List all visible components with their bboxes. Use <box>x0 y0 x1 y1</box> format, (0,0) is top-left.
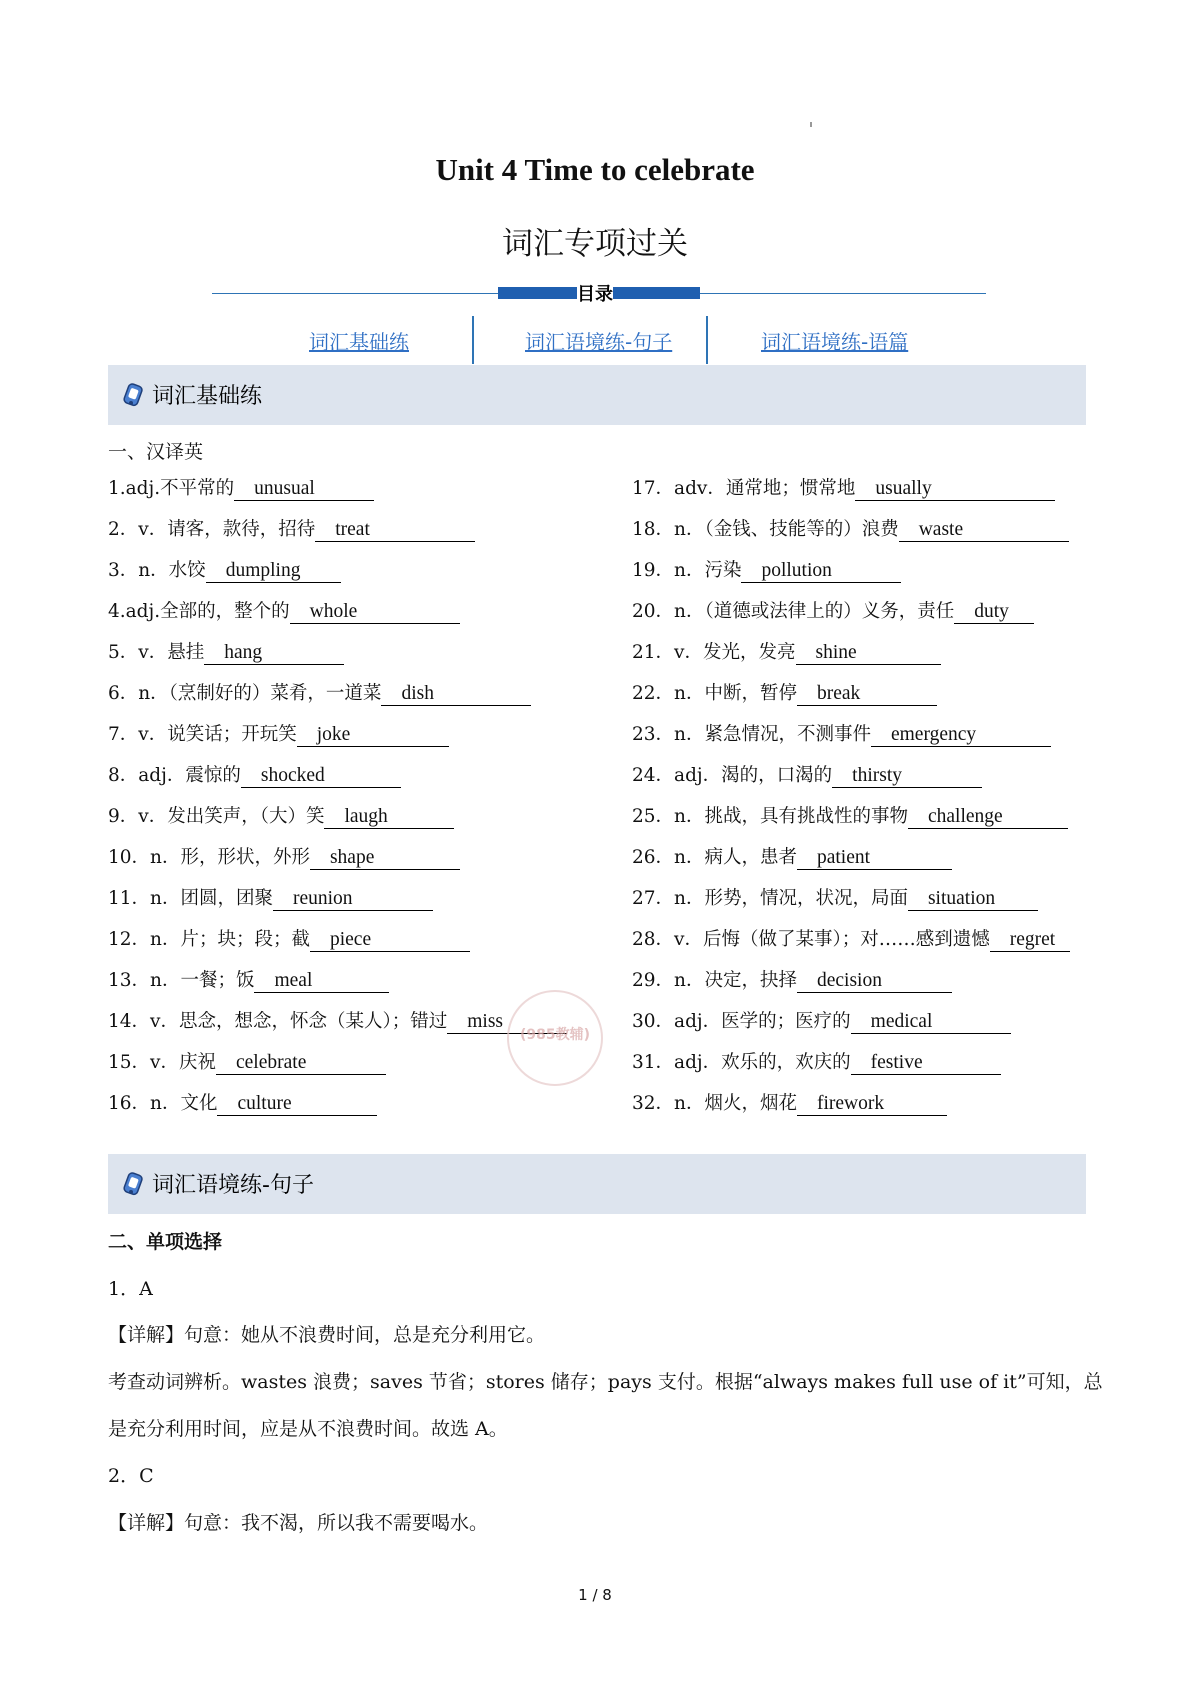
vocab-prompt: 26．n．病人，患者 <box>632 847 797 868</box>
vocab-answer: regret <box>1009 929 1056 950</box>
vocab-item <box>632 802 1068 829</box>
vocab-item <box>632 925 1070 952</box>
vocab-answer: treat <box>335 519 370 540</box>
vocab-answer-blank <box>254 970 389 993</box>
vocab-answer-blank <box>310 847 460 870</box>
vocab-answer-blank <box>908 888 1038 911</box>
vocab-prompt: 28．v．后悔（做了某事）；对……感到遗憾 <box>632 929 990 950</box>
vocab-item <box>108 843 460 870</box>
vocab-answer: piece <box>329 929 372 950</box>
vocab-prompt: 17．adv．通常地；惯常地 <box>632 478 856 499</box>
vocab-answer-blank <box>217 1093 377 1116</box>
vocab-answer: situation <box>927 888 996 909</box>
toc-link-vocab-sentences[interactable]: 词汇语境练-句子 <box>525 330 673 354</box>
vocab-answer-blank <box>990 929 1070 952</box>
vocab-answer: shocked <box>260 765 325 786</box>
vocab-answer-blank <box>832 765 982 788</box>
vocab-answer: meal <box>274 970 313 991</box>
vocab-item <box>108 638 344 665</box>
vocab-answer: emergency <box>890 724 977 745</box>
vocab-item <box>632 597 1034 624</box>
vocab-prompt: 30．adj．医学的；医疗的 <box>632 1011 851 1032</box>
vocab-prompt: 27．n．形势，情况，状况，局面 <box>632 888 908 909</box>
vocab-answer-blank <box>851 1011 1011 1034</box>
vocab-item <box>108 1007 567 1034</box>
vocab-prompt: 5．v．悬挂 <box>108 642 205 663</box>
section-title: 词汇语境练-句子 <box>152 1173 314 1198</box>
vocab-answer-blank <box>851 1052 1001 1075</box>
vocab-prompt: 18．n．（金钱、技能等的）浪费 <box>632 519 899 540</box>
vocab-answer: miss <box>467 1011 504 1032</box>
vocab-prompt: 16．n．文化 <box>108 1093 218 1114</box>
vocab-prompt: 2．v．请客，款待，招待 <box>108 519 316 540</box>
answer-line: 1．A <box>108 1278 153 1300</box>
vocab-prompt: 25．n．挑战，具有挑战性的事物 <box>632 806 908 827</box>
vocab-item <box>108 515 475 542</box>
vocab-answer-blank <box>204 642 344 665</box>
toc-separator <box>472 316 474 364</box>
vocab-answer: dish <box>401 683 434 704</box>
vocab-answer-blank <box>954 601 1034 624</box>
vocab-answer-blank <box>871 724 1051 747</box>
exercise-heading: 二、单项选择 <box>108 1231 223 1253</box>
toc-label: 目录 <box>577 280 613 306</box>
toc-rule-left <box>212 293 498 294</box>
vocab-answer: patient <box>816 847 871 868</box>
vocab-item <box>632 556 901 583</box>
vocab-item <box>108 474 374 501</box>
explanation-line: 【详解】句意：我不渴，所以我不需要喝水。 <box>108 1512 489 1534</box>
vocab-answer: medical <box>870 1011 933 1032</box>
vocab-answer: usually <box>875 478 932 499</box>
vocab-answer: festive <box>870 1052 923 1073</box>
vocab-answer-blank <box>216 1052 386 1075</box>
vocab-answer-blank <box>796 642 941 665</box>
vocab-item <box>108 884 433 911</box>
page-title-english: Unit 4 Time to celebrate <box>435 152 755 187</box>
vocab-prompt: 4.adj.全部的，整个的 <box>108 601 290 622</box>
vocab-prompt: 1.adj.不平常的 <box>108 478 235 499</box>
pencil-notebook-icon <box>122 1170 146 1198</box>
vocab-item <box>632 1048 1001 1075</box>
vocab-prompt: 13．n．一餐；饭 <box>108 970 255 991</box>
vocab-item <box>632 679 937 706</box>
vocab-answer-blank <box>797 1093 947 1116</box>
vocab-item <box>108 597 460 624</box>
vocab-item <box>632 1089 947 1116</box>
toc-separator <box>706 316 708 364</box>
vocab-answer: firework <box>816 1093 885 1114</box>
vocab-item <box>108 1048 386 1075</box>
vocab-prompt: 19．n．污染 <box>632 560 742 581</box>
vocab-answer-blank <box>324 806 454 829</box>
section-header-vocab-sentences <box>108 1154 1086 1214</box>
vocab-item <box>108 966 389 993</box>
vocab-answer-blank <box>797 683 937 706</box>
vocab-prompt: 9．v．发出笑声，（大）笑 <box>108 806 325 827</box>
vocab-answer-blank <box>741 560 901 583</box>
vocab-answer: challenge <box>927 806 1003 827</box>
vocab-answer-blank <box>908 806 1068 829</box>
vocab-answer: celebrate <box>236 1052 307 1073</box>
vocab-item <box>632 884 1038 911</box>
watermark-text: (985教辅) <box>519 1027 591 1043</box>
vocab-prompt: 14．v．思念，想念，怀念（某人）；错过 <box>108 1011 448 1032</box>
explanation-line: 考查动词辨析。wastes 浪费；saves 节省；stores 储存；pays 支付。根据“always makes full use of it”可知，总 <box>108 1371 1103 1393</box>
explanation-line: 是充分利用时间，应是从不浪费时间。故选 A。 <box>108 1418 508 1440</box>
vocab-answer: duty <box>974 601 1009 622</box>
vocab-prompt: 29．n．决定，抉择 <box>632 970 797 991</box>
vocab-answer-blank <box>297 724 449 747</box>
vocab-item <box>108 761 401 788</box>
pencil-notebook-icon <box>122 381 146 409</box>
vocab-prompt: 22．n．中断，暂停 <box>632 683 797 704</box>
vocab-answer: whole <box>309 601 358 622</box>
vocab-answer: break <box>816 683 861 704</box>
vocab-item <box>632 843 952 870</box>
vocab-item <box>632 1007 1011 1034</box>
vocab-answer-blank <box>234 478 374 501</box>
vocab-answer: culture <box>237 1093 292 1114</box>
vocab-prompt: 23．n．紧急情况，不测事件 <box>632 724 871 745</box>
vocab-answer-blank <box>381 683 531 706</box>
vocab-answer-blank <box>290 601 460 624</box>
vocab-item <box>108 1089 377 1116</box>
stray-mark <box>810 122 812 127</box>
vocab-prompt: 7．v．说笑话；开玩笑 <box>108 724 297 745</box>
vocab-item <box>632 638 941 665</box>
vocab-prompt: 24．adj．渴的，口渴的 <box>632 765 833 786</box>
vocab-answer: hang <box>224 642 263 663</box>
vocab-prompt: 6．n．（烹制好的）菜肴，一道菜 <box>108 683 382 704</box>
vocab-prompt: 21．v．发光，发亮 <box>632 642 796 663</box>
vocab-answer-blank <box>855 478 1055 501</box>
vocab-answer: unusual <box>254 478 315 499</box>
vocab-item <box>108 679 531 706</box>
vocab-answer: laugh <box>344 806 388 827</box>
toc-link-vocab-passage[interactable]: 词汇语境练-语篇 <box>761 330 909 354</box>
vocab-item <box>108 720 449 747</box>
vocab-item <box>632 474 1055 501</box>
page-number: 1 / 8 <box>578 1586 612 1604</box>
vocab-answer-blank <box>241 765 401 788</box>
vocab-answer: pollution <box>761 560 832 581</box>
vocab-item <box>108 556 341 583</box>
vocab-answer: reunion <box>292 888 353 909</box>
vocab-answer-blank <box>797 970 952 993</box>
vocab-answer: shine <box>815 642 857 663</box>
vocab-answer: thirsty <box>852 765 902 786</box>
vocab-item <box>108 925 470 952</box>
vocab-answer-blank <box>310 929 470 952</box>
vocab-answer-blank <box>315 519 475 542</box>
watermark-stamp <box>507 990 603 1086</box>
vocab-item <box>632 761 982 788</box>
vocab-answer: waste <box>918 519 964 540</box>
vocab-item <box>632 515 1069 542</box>
vocab-prompt: 20．n．（道德或法律上的）义务，责任 <box>632 601 955 622</box>
vocab-prompt: 12．n．片；块；段；截 <box>108 929 310 950</box>
vocab-answer-blank <box>206 560 341 583</box>
vocab-item <box>632 720 1051 747</box>
vocab-prompt: 11．n．团圆，团聚 <box>108 888 273 909</box>
vocab-answer-blank <box>899 519 1069 542</box>
vocab-prompt: 10．n．形，形状，外形 <box>108 847 310 868</box>
toc-rule-right <box>700 293 986 294</box>
vocab-prompt: 15．v．庆祝 <box>108 1052 216 1073</box>
toc-bar-right <box>610 287 700 299</box>
vocab-answer-blank <box>797 847 952 870</box>
vocab-answer: joke <box>316 724 351 745</box>
vocab-answer: shape <box>329 847 375 868</box>
section-title: 词汇基础练 <box>152 384 263 409</box>
vocab-item <box>108 802 454 829</box>
exercise-heading: 一、汉译英 <box>108 441 204 463</box>
vocab-prompt: 3．n．水饺 <box>108 560 206 581</box>
vocab-prompt: 32．n．烟火，烟花 <box>632 1093 797 1114</box>
section-header-vocab-basics <box>108 365 1086 425</box>
vocab-item <box>632 966 952 993</box>
explanation-line: 【详解】句意：她从不浪费时间，总是充分利用它。 <box>108 1324 546 1346</box>
vocab-answer-blank <box>273 888 433 911</box>
answer-line: 2．C <box>108 1465 154 1487</box>
page-title-chinese: 词汇专项过关 <box>502 226 688 262</box>
toc-bar-left <box>498 287 580 299</box>
vocab-answer: dumpling <box>225 560 301 581</box>
vocab-prompt: 8．adj．震惊的 <box>108 765 241 786</box>
toc-link-vocab-basics[interactable]: 词汇基础练 <box>309 330 409 354</box>
vocab-prompt: 31．adj．欢乐的，欢庆的 <box>632 1052 851 1073</box>
vocab-answer: decision <box>816 970 882 991</box>
